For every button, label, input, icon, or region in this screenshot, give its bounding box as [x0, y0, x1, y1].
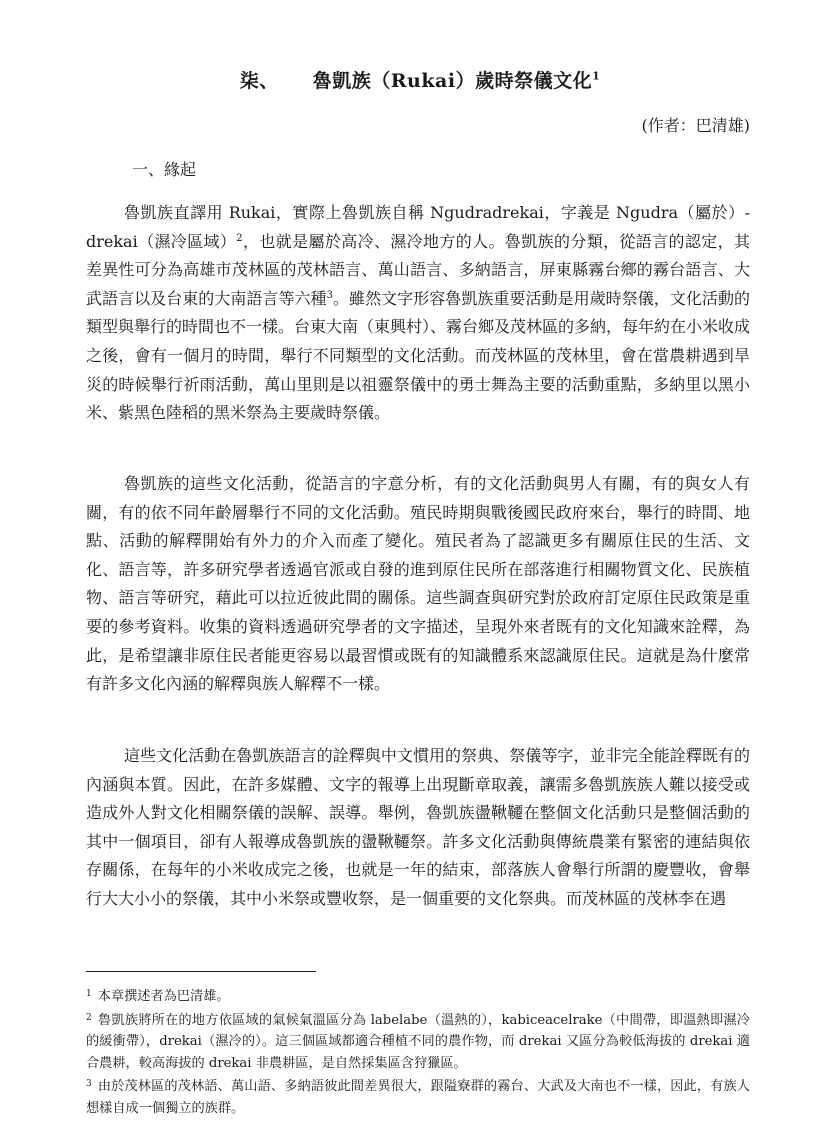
footnotes [86, 984, 750, 1119]
footnote-number: 3 [86, 1079, 92, 1089]
footnote-1 [86, 984, 750, 1008]
title-footnote-ref[interactable]: 1 [592, 69, 601, 83]
chapter-title-text: 魯凱族（Rukai）歲時祭儀文化 [312, 70, 593, 92]
footnote-text: 本章撰述者為巴清雄。 [97, 989, 230, 1004]
paragraph-3: 這些文化活動在魯凱族語言的詮釋與中文慣用的祭典、祭儀等字，並非完全能詮釋既有的內涵與本質。因此，在許多媒體、文字的報導上出現斷章取義，讓需多魯凱族族人難以接受或造成外人對文化相關祭儀的誤解、誤導。舉例，魯凱族盪鞦韆在整個文化活動只是整個活動的其中一個項目，卻有人報導成魯凱族的盪鞦韆祭。許多文化活動與傳統農業有緊密的連結與依存關係，在每年的小米收成完之後，也就是一年的結束，部落族人會舉行所謂的慶豐收，會舉行大大小小的祭儀，其中小米祭或豐收祭，是一個重要的文化祭典。而茂林區的茂林李在遇 [86, 746, 750, 908]
footnote-2 [86, 1008, 750, 1075]
chapter-number: 柒、 [239, 70, 279, 92]
paragraph-2: 魯凱族的這些文化活動，從語言的字意分析，有的文化活動與男人有關，有的與女人有關，有的依不同年齡層舉行不同的文化活動。殖民時期與戰後國民政府來台，舉行的時間、地點、活動的解釋開始有外力的介入而產了變化。殖民者為了認識更多有關原住民的生活、文化、語言等，許多研究學者透過官派或自發的進到原住民所在部落進行相關物質文化、民族植物、語言等研究，藉此可以拉近彼此間的關係。這些調查與研究對於政府訂定原住民政策是重要的參考資料。收集的資料透過研究學者的文字描述，呈現外來者既有的文化知識來詮釋，為此，是希望讓非原住民者能更容易以最習慣或既有的知識體系來認識原住民。這就是為什麼常有許多文化內涵的解釋與族人解釋不一樣。 [86, 474, 750, 694]
footnote-number: 1 [86, 989, 92, 999]
paragraph-1-text-c: 。雖然文字形容魯凱族重要活動是用歲時祭儀，文化活動的類型與舉行的時間也不一樣。台東大南（東興村）、霧台鄉及茂林區的多納，每年約在小米收成之後，會有一個月的時間，舉行不同類型的文化活動。而茂林區的茂林里，會在當農耕遇到旱災的時候舉行祈雨活動，萬山里則是以祖靈祭儀中的勇士舞為主要的活動重點，多納里以黑小米、紫黑色陸稻的黑米祭為主要歲時祭儀。 [86, 288, 751, 423]
footnote-ref-2[interactable]: 2 [236, 232, 243, 244]
paragraph-1-text-b: ，也就是屬於高冷、濕冷地方的人。魯凱族的分類，從語言的認定，其差異性可分為高雄市茂林區的茂林語言、萬山語言、多納語言，屏東縣霧台鄉的霧台語言、大武語言以及台東的大南語言等六種 [86, 231, 750, 308]
section-heading: 一、緣起 [132, 160, 197, 179]
footnote-text: 由於茂林區的茂林語、萬山語、多納語彼此間差異很大，跟隘寮群的霧台、大武及大南也不一樣，因此，有族人想樣自成一個獨立的族群。 [86, 1079, 750, 1116]
footnote-text: 魯凱族將所在的地方依區域的氣候氣溫區分為 labelabe（溫熱的），kabiceacelrake（中間帶，即溫熱即濕冷的緩衝帶），drekai（濕冷的）。這三個區域都適合種植不同的農作物，而 drekai 又區分為較低海拔的 drekai 適合農耕，較高海拔的 drekai 非農耕區，是自然採集區含狩獵區。 [86, 1012, 750, 1071]
footnote-3 [86, 1074, 750, 1119]
footnote-divider [86, 971, 316, 972]
author-credit: (作者：巴清雄) [641, 116, 750, 135]
footnote-ref-3[interactable]: 3 [326, 289, 333, 301]
chapter-title [0, 66, 840, 93]
footnote-number: 2 [86, 1012, 92, 1023]
paragraph-1-text-a: 魯凱族直譯用 Rukai，實際上魯凱族自稱 Ngudradrekai，字義是 Ngudra（屬於）-drekai（濕冷區域） [86, 203, 750, 251]
paragraph-1 [86, 199, 750, 428]
